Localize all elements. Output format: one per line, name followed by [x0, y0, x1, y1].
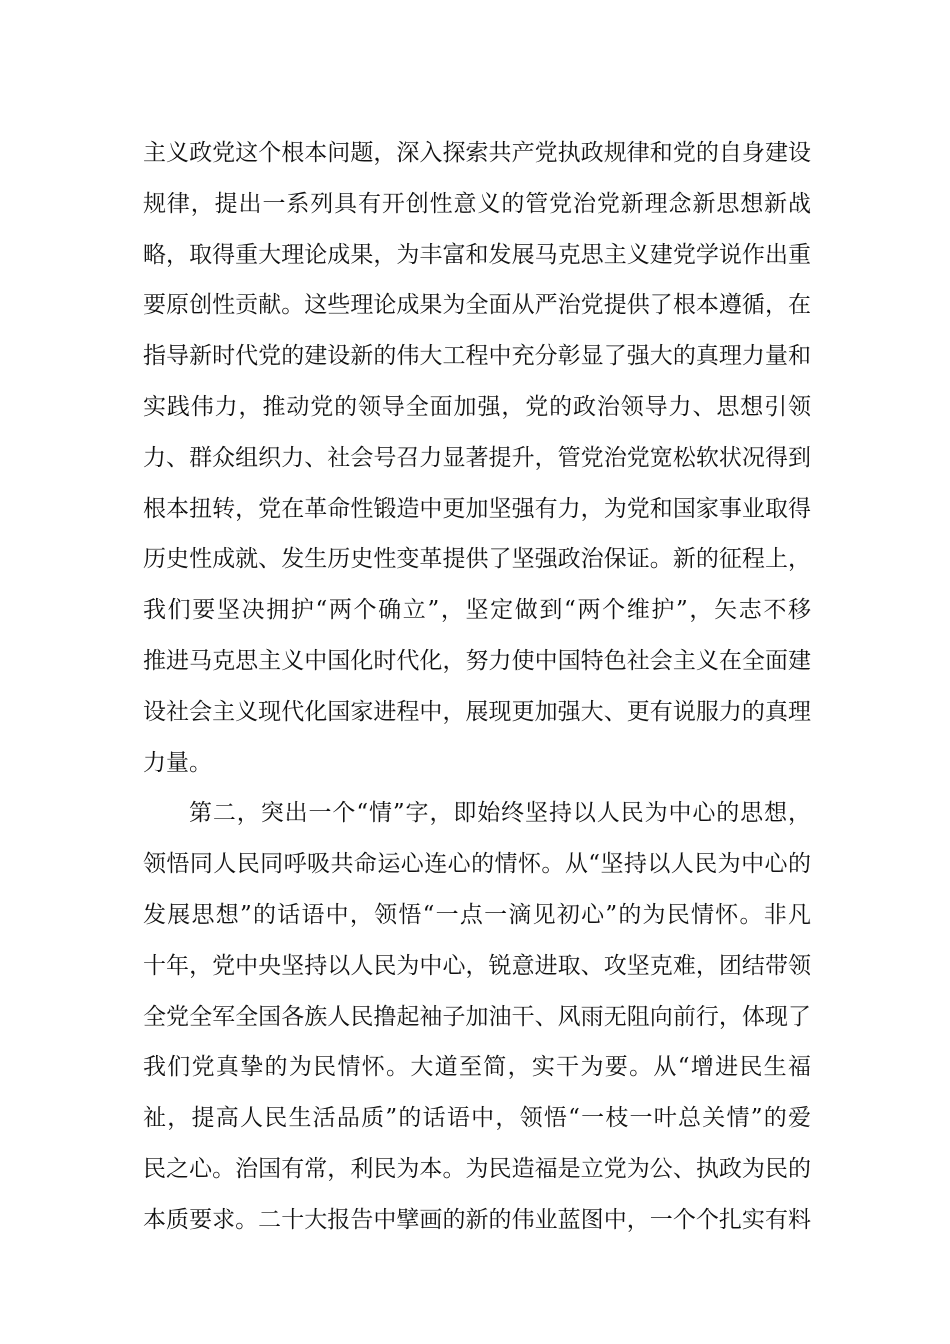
text-line: 要原创性贡献。这些理论成果为全面从严治党提供了根本遵循，在 — [143, 292, 811, 319]
text-line: 规律，提出一系列具有开创性意义的管党治党新理念新思想新战 — [143, 190, 811, 217]
paragraph-end-line: 力量。 — [143, 749, 212, 776]
text-line: 指导新时代党的建设新的伟大工程中充分彰显了强大的真理力量和 — [143, 343, 811, 370]
text-line: 祉，提高人民生活品质”的话语中，领悟“一枝一叶总关情”的爱 — [143, 1105, 811, 1132]
text-line: 发展思想”的话语中，领悟“一点一滴见初心”的为民情怀。非凡 — [143, 901, 811, 928]
text-line: 民之心。治国有常，利民为本。为民造福是立党为公、执政为民的 — [143, 1155, 811, 1182]
text-line: 全党全军全国各族人民撸起袖子加油干、风雨无阻向前行，体现了 — [143, 1003, 811, 1030]
body-text — [143, 128, 811, 1246]
text-line: 主义政党这个根本问题，深入探索共产党执政规律和党的自身建设 — [143, 140, 811, 166]
text-line: 我们党真挚的为民情怀。大道至简，实干为要。从“增进民生福 — [143, 1054, 811, 1081]
text-line: 本质要求。二十大报告中擘画的新的伟业蓝图中，一个个扎实有料 — [143, 1206, 811, 1233]
text-line: 领悟同人民同呼吸共命运心连心的情怀。从“坚持以人民为中心的 — [143, 851, 811, 878]
text-line: 历史性成就、发生历史性变革提供了坚强政治保证。新的征程上， — [143, 546, 811, 573]
text-line: 我们要坚决拥护“两个确立”，坚定做到“两个维护”，矢志不移 — [143, 597, 811, 624]
text-line: 略，取得重大理论成果，为丰富和发展马克思主义建党学说作出重 — [143, 241, 811, 268]
text-line: 十年，党中央坚持以人民为中心，锐意进取、攻坚克难，团结带领 — [143, 952, 811, 979]
text-line: 根本扭转，党在革命性锻造中更加坚强有力，为党和国家事业取得 — [143, 495, 811, 522]
text-line: 设社会主义现代化国家进程中，展现更加强大、更有说服力的真理 — [143, 698, 811, 725]
text-line: 力、群众组织力、社会号召力显著提升，管党治党宽松软状况得到 — [143, 444, 811, 471]
text-line: 实践伟力，推动党的领导全面加强，党的政治领导力、思想引领 — [143, 393, 811, 420]
paragraph-start-line: 第二，突出一个“情”字，即始终坚持以人民为中心的思想， — [189, 800, 811, 827]
text-line: 推进马克思主义中国化时代化，努力使中国特色社会主义在全面建 — [143, 647, 811, 674]
